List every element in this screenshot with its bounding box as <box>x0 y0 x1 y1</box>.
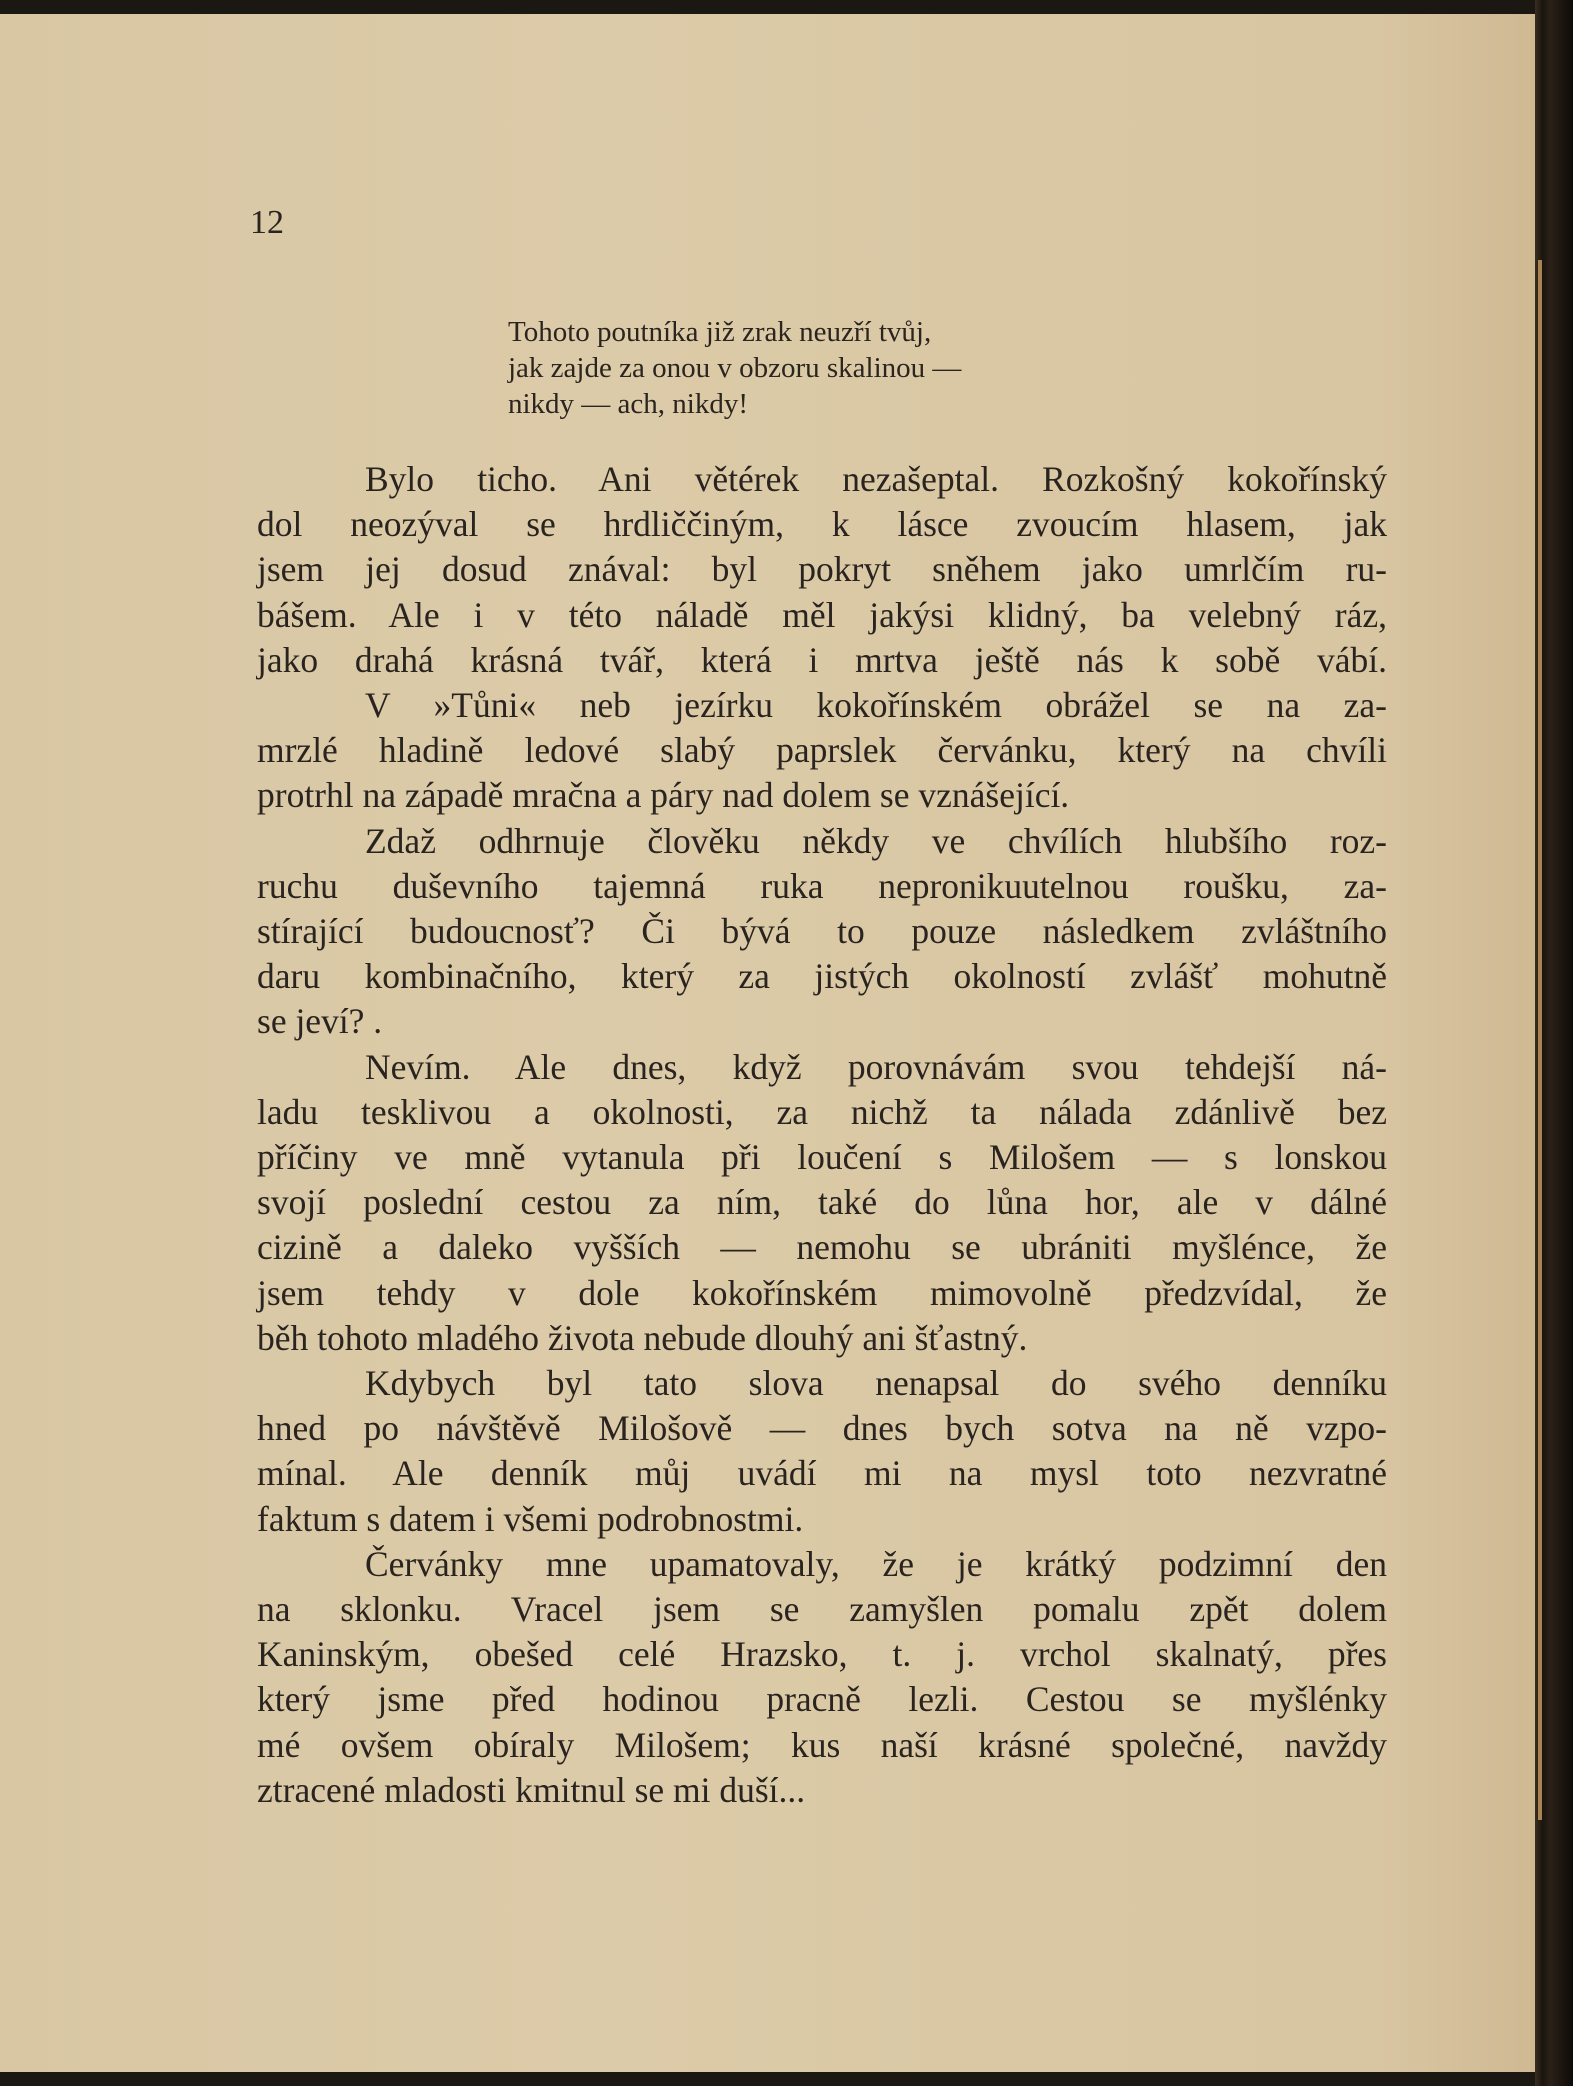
text-line: jako drahá krásná tvář, která i mrtva ještě nás k sobě vábí. <box>257 639 1387 680</box>
text-line: stírající budoucnosť? Či bývá to pouze následkem zvláštního <box>257 911 1387 952</box>
text-line: mínal. Ale denník můj uvádí mi na mysl toto nezvratné <box>257 1453 1387 1494</box>
text-line: cizině a daleko vyšších — nemohu se ubrániti myšlénce, že <box>257 1227 1387 1268</box>
text-line: ztracené mladosti kmitnul se mi duší... <box>257 1769 806 1810</box>
text-line: svojí poslední cestou za ním, také do lůna hor, ale v dálné <box>257 1182 1387 1223</box>
text-line: příčiny ve mně vytanula při loučení s Milošem — s lonskou <box>257 1137 1387 1178</box>
text-line: jsem jej dosud znával: byl pokryt sněhem jako umrlčím ru- <box>257 549 1387 590</box>
text-line: Bylo ticho. Ani větérek nezašeptal. Rozkošný kokořínský <box>365 459 1387 499</box>
text-line: daru kombinačního, který za jistých okolností zvlášť mohutně <box>257 956 1387 997</box>
paragraph-3 <box>257 1045 1387 1361</box>
body-text <box>257 457 1387 1813</box>
text-line: Nevím. Ale dnes, když porovnávám svou tehdejší ná- <box>365 1046 1387 1087</box>
text-line: jsem tehdy v dole kokořínském mimovolně předzvídal, že <box>257 1272 1387 1313</box>
paragraph-2 <box>257 819 1387 1045</box>
text-line: Zdaž odhrnuje člověku někdy ve chvílích hlubšího roz- <box>365 820 1387 861</box>
verse-quote <box>508 314 1248 422</box>
text-line: mé ovšem obíraly Milošem; kus naší krásné společné, navždy <box>257 1724 1387 1765</box>
text-line: bášem. Ale i v této náladě měl jakýsi klidný, ba velebný ráz, <box>257 594 1387 635</box>
verse-line: Tohoto poutníka již zrak neuzří tvůj, <box>508 316 932 348</box>
text-line: na sklonku. Vracel jsem se zamyšlen pomalu zpět dolem <box>257 1589 1387 1630</box>
book-page <box>0 14 1535 2072</box>
text-line: Červánky mne upamatovaly, že je krátký podzimní den <box>365 1543 1387 1584</box>
text-line: ladu tesklivou a okolnosti, za nichž ta nálada zdánlivě bez <box>257 1091 1387 1132</box>
verse-line: nikdy — ach, nikdy! <box>508 388 749 420</box>
text-line: hned po návštěvě Milošově — dnes bych sotva na ně vzpo- <box>257 1408 1387 1449</box>
text-line: ruchu duševního tajemná ruka nepronikuutelnou roušku, za- <box>257 865 1387 906</box>
text-line: který jsme před hodinou pracně lezli. Cestou se myšlénky <box>257 1679 1387 1720</box>
text-line: se jeví? . <box>257 1001 383 1042</box>
text-line: faktum s datem i všemi podrobnostmi. <box>257 1498 804 1539</box>
paragraph-1 <box>257 457 1387 819</box>
text-line: V »Tůni« neb jezírku kokořínském obrážel se na za- <box>365 685 1387 726</box>
text-line: běh tohoto mladého života nebude dlouhý ani šťastný. <box>257 1317 1028 1358</box>
verse-line: jak zajde za onou v obzoru skalinou — <box>508 352 962 384</box>
text-line: Kdybych byl tato slova nenapsal do svého denníku <box>365 1363 1387 1404</box>
paragraph-4 <box>257 1361 1387 1542</box>
text-line: protrhl na západě mračna a páry nad dolem se vznášející. <box>257 775 1070 816</box>
text-line: dol neozýval se hrdliččiným, k lásce zvoucím hlasem, jak <box>257 504 1387 545</box>
binding-edge-line <box>1538 260 1542 1820</box>
text-line: mrzlé hladině ledové slabý paprslek červánku, který na chvíli <box>257 730 1387 771</box>
paragraph-5 <box>257 1542 1387 1813</box>
text-line: Kaninským, obešed celé Hrazsko, t. j. vrchol skalnatý, přes <box>257 1634 1387 1675</box>
page-number: 12 <box>250 204 284 241</box>
